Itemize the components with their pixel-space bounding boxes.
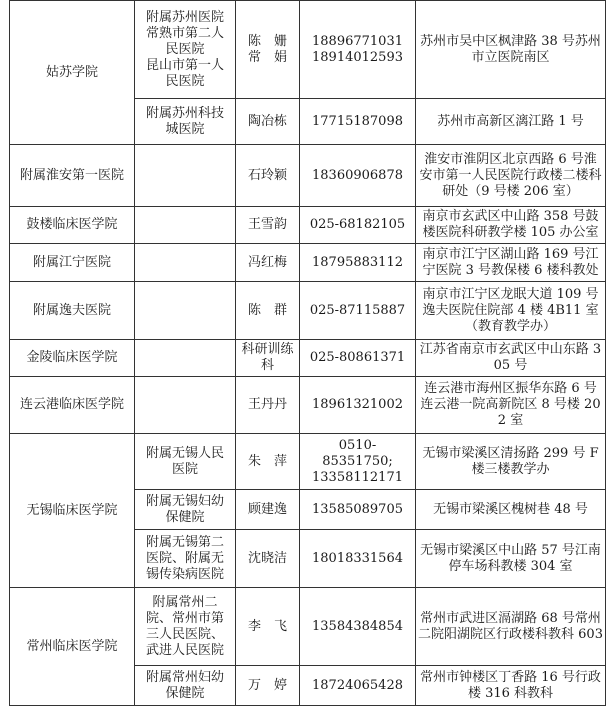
table-row: [10, 1, 606, 99]
hospital-cell: 附属无锡人民 医院: [135, 434, 236, 490]
hospital-cell: [135, 207, 236, 244]
phone-cell: 18961321002: [300, 377, 416, 434]
hospital-cell: 附属无锡第二 医院、附属无 锡传染病医院: [135, 530, 236, 588]
contact-person-cell: 陈 群: [236, 282, 300, 340]
phone-cell: 025-80861371: [300, 340, 416, 377]
contact-person-cell: 李 飞: [236, 588, 300, 666]
college-cell: 附属江宁医院: [10, 244, 135, 282]
phone-cell: 025-87115887: [300, 282, 416, 340]
address-cell: 南京市玄武区中山路 358 号鼓楼医院科研教学楼 105 办公室: [416, 207, 606, 244]
address-cell: 常州市武进区滆湖路 68 号常州二院阳湖院区行政楼科教科 603: [416, 588, 606, 666]
hospital-cell: [135, 282, 236, 340]
contact-person-cell: 科研训练科: [236, 340, 300, 377]
hospital-cell: 附属常州妇幼 保健院: [135, 666, 236, 706]
hospital-cell: [135, 377, 236, 434]
contact-person-cell: 王雪韵: [236, 207, 300, 244]
phone-cell: 13585089705: [300, 490, 416, 530]
phone-cell: 18896771031 18914012593: [300, 1, 416, 99]
contact-table-container: [9, 0, 605, 706]
phone-cell: 18360906878: [300, 145, 416, 207]
table-row: [10, 207, 606, 244]
college-cell: 姑苏学院: [10, 1, 135, 145]
phone-cell: 13584384854: [300, 588, 416, 666]
contact-person-cell: 冯红梅: [236, 244, 300, 282]
contact-person-cell: 朱 萍: [236, 434, 300, 490]
contact-table: [9, 0, 606, 706]
table-row: [10, 434, 606, 490]
address-cell: 无锡市梁溪区槐树巷 48 号: [416, 490, 606, 530]
phone-cell: 18724065428: [300, 666, 416, 706]
hospital-cell: 附属苏州医院 常熟市第二人 民医院 昆山市第一人 民医院: [135, 1, 236, 99]
phone-cell: 0510- 85351750; 13358112171: [300, 434, 416, 490]
college-cell: 连云港临床医学院: [10, 377, 135, 434]
hospital-cell: 附属苏州科技 城医院: [135, 99, 236, 145]
contact-person-cell: 陶冶栋: [236, 99, 300, 145]
table-row: [10, 244, 606, 282]
hospital-cell: 附属无锡妇幼 保健院: [135, 490, 236, 530]
phone-cell: 025-68182105: [300, 207, 416, 244]
hospital-cell: [135, 145, 236, 207]
table-row: [10, 588, 606, 666]
address-cell: 江苏省南京市玄武区中山东路 305 号: [416, 340, 606, 377]
contact-person-cell: 王丹丹: [236, 377, 300, 434]
contact-person-cell: 石玲颖: [236, 145, 300, 207]
college-cell: 鼓楼临床医学院: [10, 207, 135, 244]
college-cell: 无锡临床医学院: [10, 434, 135, 588]
address-cell: 连云港市海州区振华东路 6 号连云港一院高新院区 8 号楼 202 室: [416, 377, 606, 434]
college-cell: 常州临床医学院: [10, 588, 135, 706]
contact-person-cell: 顾建逸: [236, 490, 300, 530]
contact-person-cell: 陈 姗 常 娟: [236, 1, 300, 99]
address-cell: 淮安市淮阴区北京西路 6 号淮安市第一人民医院行政楼二楼科研处（9 号楼 206 室）: [416, 145, 606, 207]
table-row: [10, 340, 606, 377]
phone-cell: 18795883112: [300, 244, 416, 282]
address-cell: 苏州市吴中区枫津路 38 号苏州市立医院南区: [416, 1, 606, 99]
table-row: [10, 282, 606, 340]
address-cell: 无锡市梁溪区清扬路 299 号 F 楼三楼教学办: [416, 434, 606, 490]
address-cell: 南京市江宁区湖山路 169 号江宁医院 3 号教保楼 6 楼科教处: [416, 244, 606, 282]
address-cell: 常州市钟楼区丁香路 16 号行政楼 316 科教科: [416, 666, 606, 706]
contact-person-cell: 万 婷: [236, 666, 300, 706]
address-cell: 南京市江宁区龙眠大道 109 号逸夫医院住院部 4 楼 4B11 室（教育教学办）: [416, 282, 606, 340]
contact-person-cell: 沈晓洁: [236, 530, 300, 588]
hospital-cell: 附属常州二 院、常州市第 三人民医院、 武进人民医院: [135, 588, 236, 666]
address-cell: 苏州市高新区漓江路 1 号: [416, 99, 606, 145]
hospital-cell: [135, 244, 236, 282]
phone-cell: 17715187098: [300, 99, 416, 145]
hospital-cell: [135, 340, 236, 377]
table-row: [10, 145, 606, 207]
college-cell: 附属逸夫医院: [10, 282, 135, 340]
college-cell: 金陵临床医学院: [10, 340, 135, 377]
phone-cell: 18018331564: [300, 530, 416, 588]
address-cell: 无锡市梁溪区中山路 57 号江南停车场科教楼 304 室: [416, 530, 606, 588]
table-row: [10, 377, 606, 434]
college-cell: 附属淮安第一医院: [10, 145, 135, 207]
